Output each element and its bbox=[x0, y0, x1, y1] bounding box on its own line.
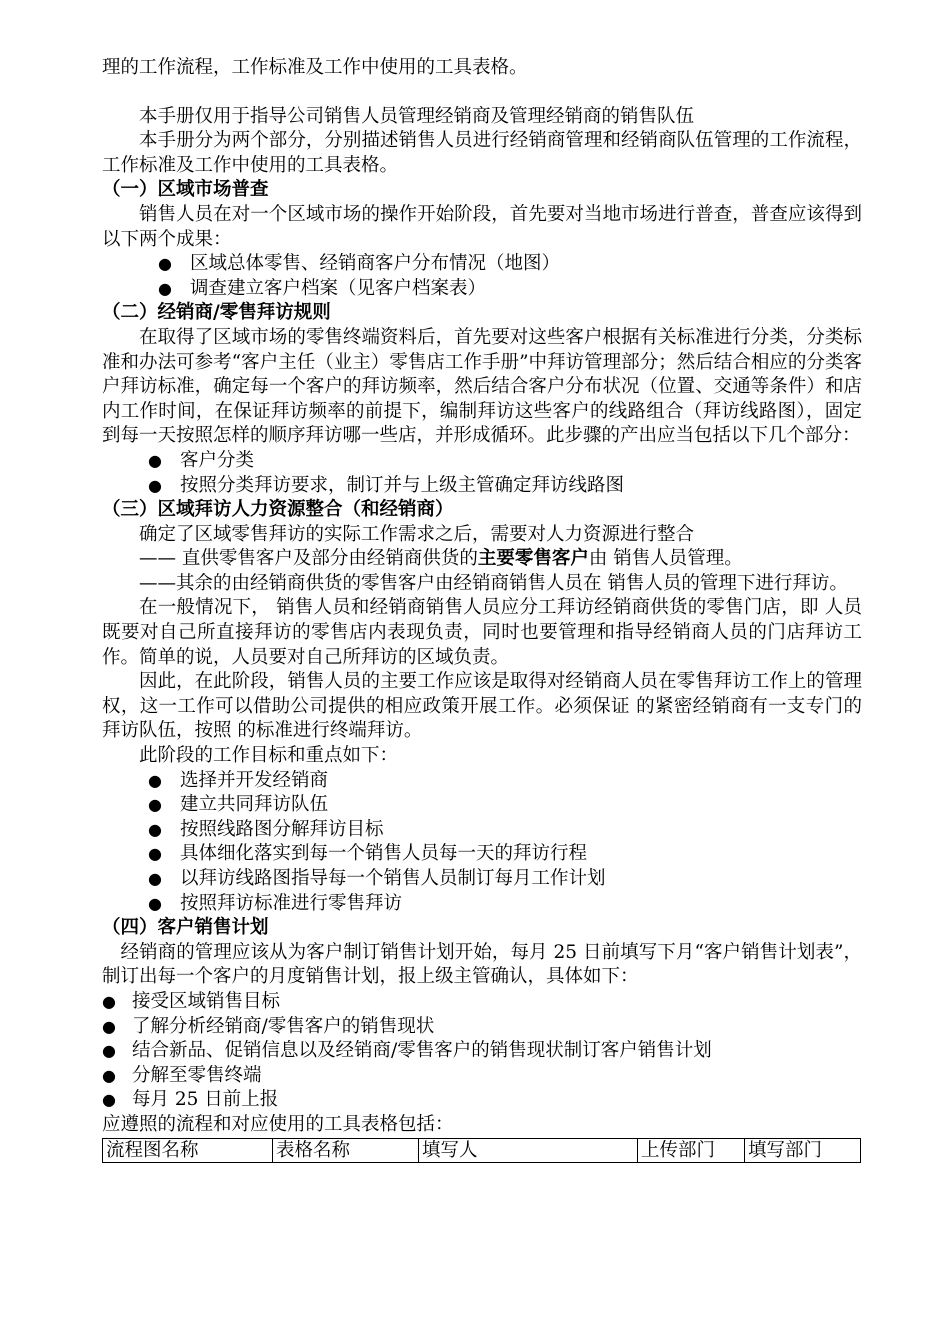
table-header-cell: 上传部门 bbox=[638, 1138, 745, 1162]
section-1-paragraph: 销售人员在对一个区域市场的操作开始阶段，首先要对当地市场进行普查，普查应该得到以下两个成果： bbox=[102, 203, 862, 250]
section-4-closing: 应遵照的流程和对应使用的工具表格包括： bbox=[102, 1113, 454, 1135]
section-3-paragraph-3: 因此，在此阶段，销售人员的主要工作应该是取得对经销商人员在零售拜访工作上的管理权，这一工作可以借助公司提供的相应政策开展工作。必须保证 的紧密经销商有一支专门的拜访队伍，按照 的标准进行终端拜访。 bbox=[102, 671, 862, 742]
bullet-icon: ● bbox=[102, 1065, 116, 1085]
section-3-heading: （三）区域拜访人力资源整合（和经销商） bbox=[102, 499, 454, 521]
list-item: ● 区域总体零售、经销商客户分布情况（地图） bbox=[102, 252, 862, 277]
bullet-icon: ● bbox=[148, 893, 162, 913]
table-header-cell: 表格名称 bbox=[273, 1138, 419, 1162]
bullet-icon: ● bbox=[102, 1090, 116, 1110]
section-3-paragraph-1: 确定了区域零售拜访的实际工作需求之后，需要对人力资源进行整合 bbox=[139, 523, 695, 545]
list-item: ● 按照拜访标准进行零售拜访 bbox=[102, 892, 862, 917]
continued-text: 理的工作流程，工作标准及工作中使用的工具表格。 bbox=[102, 57, 528, 78]
bullet-icon: ● bbox=[148, 450, 162, 470]
bullet-icon: ● bbox=[148, 819, 162, 839]
section-4-paragraph: 经销商的管理应该从为客户制订销售计划开始，每月 25 日前填写下月“客户销售计划表”，制订出每一个客户的月度销售计划，报上级主管确认，具体如下： bbox=[102, 941, 862, 988]
bullet-icon: ● bbox=[102, 1016, 116, 1036]
section-1-heading: （一）区域市场普查 bbox=[102, 179, 269, 201]
bullet-icon: ● bbox=[148, 844, 162, 864]
section-3-paragraph-2: 在一般情况下， 销售人员和经销商销售人员应分工拜访经销商供货的零售门店，即 人员既要对自己所直接拜访的零售店内表现负责，同时也要管理和指导经销商人员的门店拜访工作。简单的说，人员要对自己所拜访的区域负责。 bbox=[102, 597, 862, 668]
bullet-icon: ● bbox=[102, 1041, 116, 1061]
spacer bbox=[102, 81, 862, 105]
intro-paragraph-2: 本手册分为两个部分，分别描述销售人员进行经销商管理和经销商队伍管理的工作流程，工作标准及工作中使用的工具表格。 bbox=[102, 130, 862, 176]
section-2-paragraph: 在取得了区域市场的零售终端资料后，首先要对这些客户根据有关标准进行分类，分类标准和办法可参考“客户主任（业主）零售店工作手册”中拜访管理部分；然后结合相应的分类客户拜访标准，确定每一个客户的拜访频率，然后结合客户分布状况（位置、交通等条件）和店内工作时间，在保证拜访频率的前提下，编制拜访这些客户的线路组合（拜访线路图），固定到每一天按照怎样的顺序拜访哪一些店，并形成循环。此步骤的产出应当包括以下几个部分： bbox=[102, 326, 862, 447]
section-4-list bbox=[102, 990, 862, 1113]
bullet-icon: ● bbox=[158, 278, 172, 298]
table-header-cell: 流程图名称 bbox=[103, 1138, 273, 1162]
list-item: ● 按照线路图分解拜访目标 bbox=[102, 818, 862, 843]
list-item: ● 以拜访线路图指导每一个销售人员制订每月工作计划 bbox=[102, 867, 862, 892]
intro-paragraph-1: 本手册仅用于指导公司销售人员管理经销商及管理经销商的销售队伍 bbox=[139, 105, 695, 127]
section-2-heading: （二）经销商/零售拜访规则 bbox=[102, 302, 331, 324]
section-3-dash-line-2: ——其余的由经销商供货的零售客户由经销商销售人员在 销售人员的管理下进行拜访。 bbox=[139, 572, 848, 594]
bullet-icon: ● bbox=[148, 869, 162, 888]
list-item: ● 客户分类 bbox=[102, 449, 862, 474]
list-item: ● 接受区域销售目标 bbox=[102, 990, 862, 1015]
table-header-cell: 填写部门 bbox=[745, 1138, 861, 1162]
bullet-icon: ● bbox=[148, 795, 162, 815]
list-item: ● 按照分类拜访要求，制订并与上级主管确定拜访线路图 bbox=[102, 474, 862, 499]
section-3-paragraph-4: 此阶段的工作目标和重点如下： bbox=[139, 745, 399, 767]
table-header-cell: 填写人 bbox=[419, 1138, 638, 1162]
list-item: ● 了解分析经销商/零售客户的销售现状 bbox=[102, 1015, 862, 1040]
list-item: ● 结合新品、促销信息以及经销商/零售客户的销售现状制订客户销售计划 bbox=[102, 1039, 862, 1064]
bullet-icon: ● bbox=[148, 475, 162, 495]
bullet-icon: ● bbox=[102, 991, 116, 1011]
bullet-icon: ● bbox=[148, 770, 162, 790]
tools-table bbox=[102, 1138, 861, 1163]
list-item: ● 调查建立客户档案（见客户档案表） bbox=[102, 277, 862, 302]
section-2-list bbox=[102, 449, 862, 498]
list-item: ● 建立共同拜访队伍 bbox=[102, 793, 862, 818]
table-header-row bbox=[103, 1138, 861, 1162]
list-item: ● 选择并开发经销商 bbox=[102, 769, 862, 794]
list-item: ● 具体细化落实到每一个销售人员每一天的拜访行程 bbox=[102, 842, 862, 867]
section-3-list bbox=[102, 769, 862, 917]
bullet-icon: ● bbox=[158, 254, 172, 274]
document-page bbox=[102, 56, 862, 1163]
list-item: ● 每月 25 日前上报 bbox=[102, 1088, 862, 1113]
section-3-dash-line-1: —— 直供零售客户及部分由经销商供货的主要零售客户由 销售人员管理。 bbox=[139, 548, 743, 570]
section-4-heading: （四）客户销售计划 bbox=[102, 917, 269, 939]
section-1-list bbox=[102, 252, 862, 301]
list-item: ● 分解至零售终端 bbox=[102, 1064, 862, 1089]
